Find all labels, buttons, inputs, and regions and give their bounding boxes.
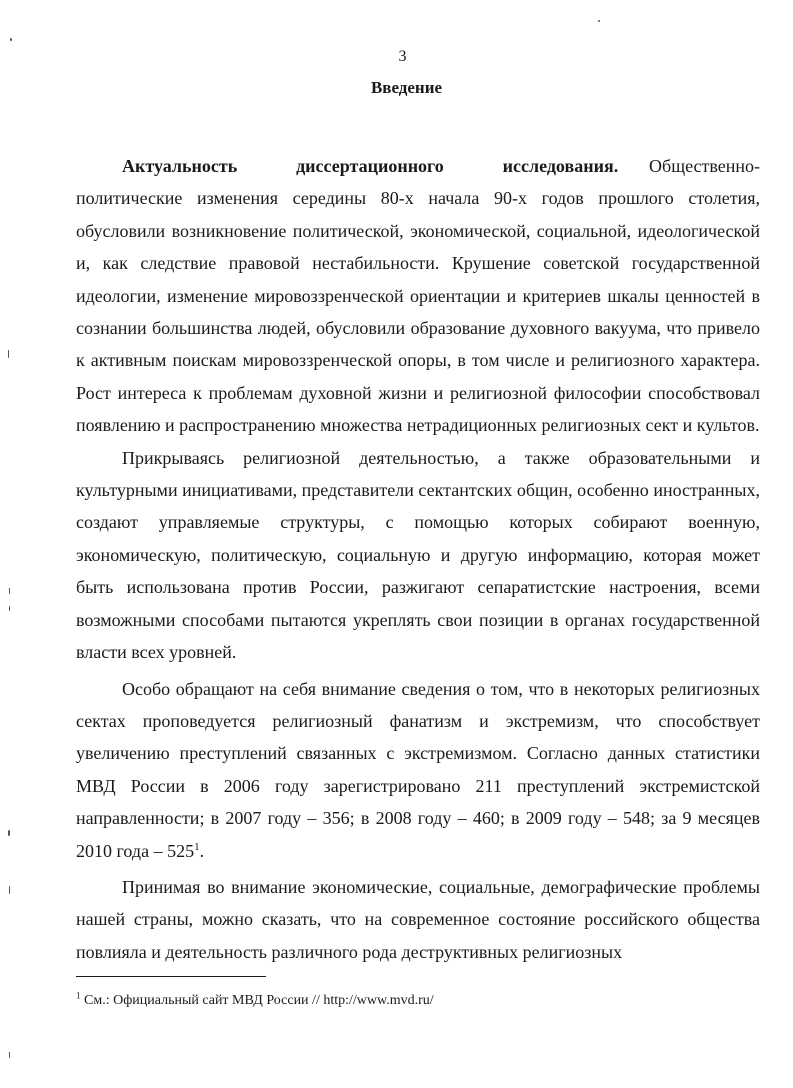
extremism-text: Особо обращают на себя внимание сведения о том, что в некоторых религиозных сектах проповедуется религиозный фанатизм и экстремизм, что способствует увеличению преступлений связанных с экстремизмом. Согласно данных статистики МВД России в 2006 году зарегистрировано 211 преступлений экстремистской направленности; в 2007 году – 356; в 2008 году – 460; в 2009 году – 548; за 9 месяцев 2010 года – 525 xyxy=(76,678,760,861)
relevance-text: Общественно-политические изменения середины 80-х начала 90-х годов прошлого столетия, обусловили возникновение политической, экономической, социальной, идеологической и, как следствие правовой нестабильности. Крушение советской государственной идеологии, изменение мировоззренческой ориентации и критериев шкалы ценностей в сознании большинства людей, обусловили образование духовного вакуума, что привело к активным поискам мировоззренческой опоры, в том числе и религиозного характера. Рост интереса к проблемам духовной жизни и религиозной философии способствовал появлению и распространению множества нетрадиционных религиозных сект и культов. xyxy=(76,156,760,436)
footnote-text: См.: Официальный сайт МВД России // http://www.mvd.ru/ xyxy=(80,993,434,1008)
footnote-divider xyxy=(76,976,266,977)
paragraph-problems: Принимая во внимание экономические, социальные, демографические проблемы нашей страны, можно сказать, что на современное состояние российского общества повлияла и деятельность различного рода деструктивных религиозных xyxy=(76,876,760,962)
extremism-text-end: . xyxy=(199,840,205,861)
paragraph-extremism xyxy=(76,673,760,867)
scan-speck xyxy=(598,20,600,22)
scan-speck xyxy=(9,606,10,611)
footnote-mark: 1 xyxy=(76,990,81,1001)
scan-speck xyxy=(9,886,10,894)
relevance-heading: Актуальность диссертационного исследования. xyxy=(122,156,619,176)
scan-speck xyxy=(10,38,12,41)
page-number: 3 xyxy=(398,48,407,65)
body-text xyxy=(76,150,760,972)
footnote-reference: 1 xyxy=(194,840,200,853)
paragraph-sects: Прикрываясь религиозной деятельностью, а также образовательными и культурными инициативами, представители сектантских общин, особенно иностранных, создают управляемые структуры, с помощью которых собирают военную, экономическую, политическую, социальную и другую информацию, которая может быть использована против России, разжигают сепаратистские настроения, всеми возможными способами пытаются укреплять свои позиции в органах государственной власти всех уровней. xyxy=(76,447,760,663)
section-title: Введение xyxy=(370,78,443,97)
scan-speck xyxy=(8,830,10,836)
scan-speck xyxy=(9,1052,10,1058)
footnote xyxy=(76,992,760,1010)
scan-speck xyxy=(8,350,9,358)
scan-speck xyxy=(9,588,10,594)
paragraph-relevance xyxy=(76,150,760,442)
